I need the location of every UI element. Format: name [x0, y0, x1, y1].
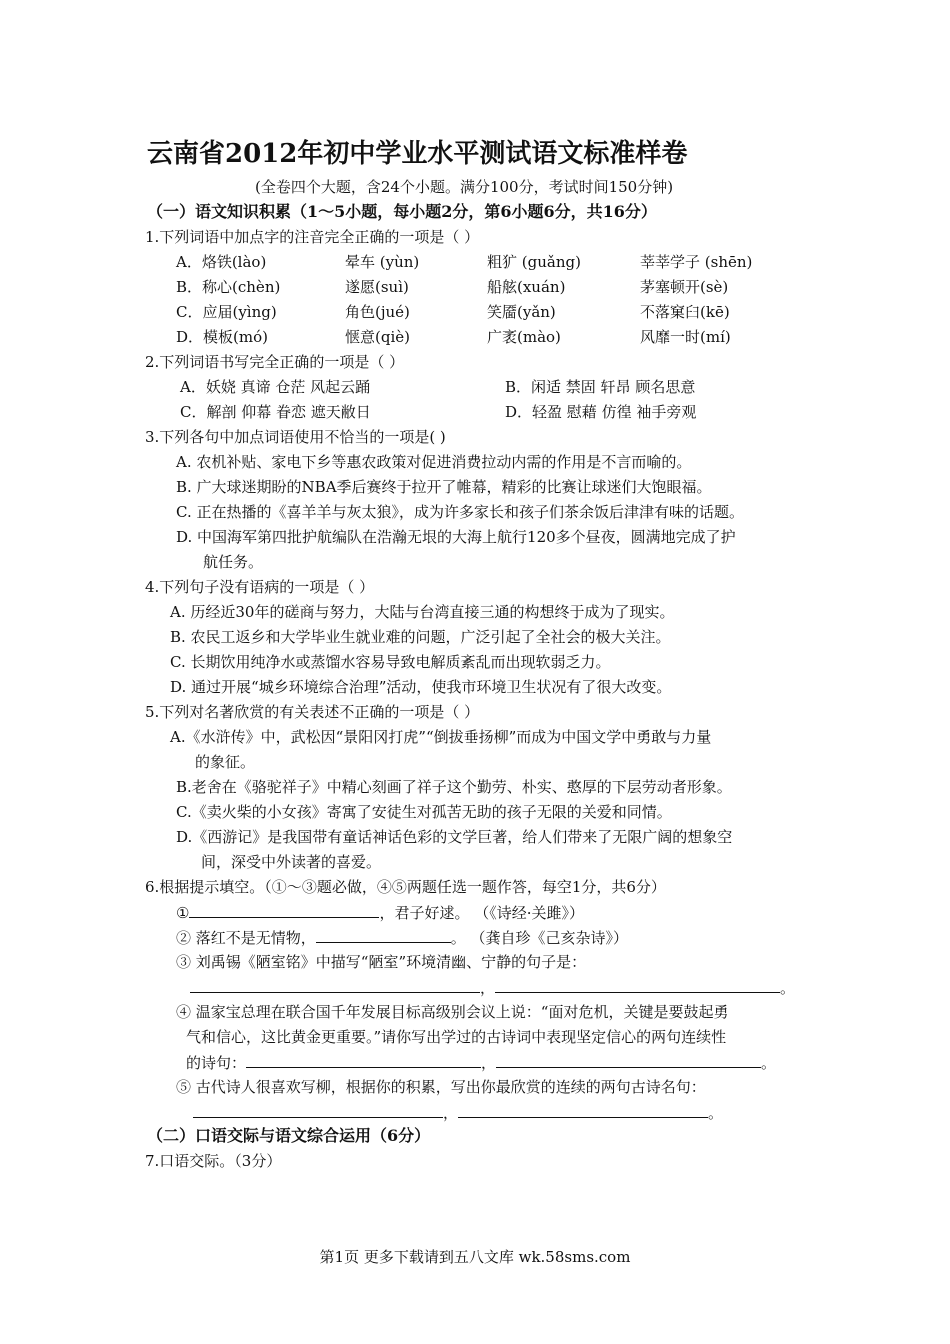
- q3-option-d: D. 中国海军第四批护航编队在浩瀚无垠的大海上航行120多个昼夜，圆满地完成了护: [176, 528, 736, 546]
- q4-option-d: D. 通过开展“城乡环境综合治理”活动，使我市环境卫生状况有了很大改变。: [170, 678, 672, 696]
- q4-option-b: B. 农民工返乡和大学毕业生就业难的问题，广泛引起了全社会的极大关注。: [170, 628, 671, 646]
- q1-b-1: B．称心(chèn): [176, 278, 281, 296]
- exam-note: (全卷四个大题，含24个小题。满分100分，考试时间150分钟): [255, 178, 674, 196]
- q6-item-3: ③ 刘禹锡《陋室铭》中描写“陋室”环境清幽、宁静的句子是：: [176, 953, 587, 971]
- q4-stem: 4.下列句子没有语病的一项是（ ）: [145, 578, 375, 596]
- comma: ，: [481, 1054, 497, 1072]
- q6-item-1-text: ，君子好逑。 （《诗经·关雎》）: [379, 904, 584, 922]
- answer-blank[interactable]: [189, 902, 379, 918]
- q1-c-2: 角色(jué): [345, 303, 410, 321]
- q1-b-4: 茅塞顿开(sè): [640, 278, 729, 296]
- comma: ，: [480, 979, 496, 997]
- page-title: 云南省2012年初中学业水平测试语文标准样卷: [147, 139, 688, 169]
- q6-item-5-blanks: [193, 1102, 723, 1123]
- q1-stem: 1.下列词语中加点字的注音完全正确的一项是（ ）: [145, 228, 480, 246]
- q6-item-5: ⑤ 古代诗人很喜欢写柳，根据你的积累，写出你最欣赏的连续的两句古诗名句：: [176, 1078, 706, 1096]
- q1-a-1: A．烙铁(lào): [176, 253, 267, 271]
- q1-b-3: 船舷(xuán): [487, 278, 566, 296]
- q3-option-c: C. 正在热播的《喜羊羊与灰太狼》，成为许多家长和孩子们茶余饭后津津有味的话题。: [176, 503, 744, 521]
- period: 。: [761, 1054, 777, 1072]
- period: 。: [708, 1104, 724, 1122]
- q5-option-a: A.《水浒传》中，武松因“景阳冈打虎”“倒拔垂扬柳”而成为中国文学中勇敢与力量: [170, 728, 712, 746]
- q6-item-4-label: 的诗句：: [186, 1054, 247, 1072]
- section-2-heading: （二）口语交际与语文综合运用（6分）: [147, 1126, 431, 1145]
- q5-option-b: B.老舍在《骆驼祥子》中精心刻画了祥子这个勤劳、朴实、憨厚的下层劳动者形象。: [176, 778, 732, 796]
- q1-d-3: 广袤(mào): [487, 328, 561, 346]
- answer-blank[interactable]: [496, 1052, 761, 1068]
- q6-item-1-marker: ①: [176, 904, 190, 922]
- q6-item-4-line1: ④ 温家宝总理在联合国千年发展目标高级别会议上说：“面对危机，关键是要鼓起勇: [176, 1003, 729, 1021]
- q1-a-3: 粗犷 (guǎng): [487, 253, 581, 271]
- q4-option-c: C. 长期饮用纯净水或蒸馏水容易导致电解质紊乱而出现软弱乏力。: [170, 653, 611, 671]
- answer-blank[interactable]: [316, 927, 451, 943]
- q1-c-4: 不落窠臼(kē): [640, 303, 730, 321]
- q6-item-4-line3: [186, 1052, 776, 1073]
- q2-option-c: C．解剖 仰幕 眷恋 遮天敝日: [180, 403, 371, 421]
- q3-option-a: A. 农机补贴、家电下乡等惠农政策对促进消费拉动内需的作用是不言而喻的。: [176, 453, 692, 471]
- answer-blank[interactable]: [495, 977, 780, 993]
- period: 。: [780, 979, 796, 997]
- q6-stem: 6.根据提示填空。（①～③题必做，④⑤两题任选一题作答，每空1分，共6分）: [145, 878, 666, 896]
- answer-blank[interactable]: [190, 977, 480, 993]
- q3-option-b: B. 广大球迷期盼的NBA季后赛终于拉开了帷幕，精彩的比赛让球迷们大饱眼福。: [176, 478, 712, 496]
- answer-blank[interactable]: [458, 1102, 708, 1118]
- q6-item-2-source: 。 （龚自珍《己亥杂诗》）: [450, 929, 629, 947]
- q1-d-1: D．模板(mó): [176, 328, 268, 346]
- q5-option-c: C.《卖火柴的小女孩》寄寓了安徒生对孤苦无助的孩子无限的关爱和同情。: [176, 803, 672, 821]
- q6-item-2-text: ② 落红不是无情物，: [176, 929, 316, 947]
- q2-option-a: A．妖娆 真谛 仓茫 风起云踊: [180, 378, 371, 396]
- comma: ，: [443, 1104, 459, 1122]
- q7-stem: 7.口语交际。（3分）: [145, 1152, 282, 1170]
- q5-option-a-cont: 的象征。: [195, 753, 256, 771]
- q1-b-2: 遂愿(suì): [345, 278, 409, 296]
- answer-blank[interactable]: [246, 1052, 481, 1068]
- q1-a-4: 莘莘学子 (shēn): [640, 253, 753, 271]
- q6-item-4-line2: 气和信心，这比黄金更重要。”请你写出学过的古诗词中表现坚定信心的两句连续性: [186, 1028, 727, 1046]
- q2-option-d: D．轻盈 慰藉 仿徨 袖手旁观: [505, 403, 697, 421]
- q1-d-2: 惬意(qiè): [345, 328, 410, 346]
- q2-option-b: B．闲适 禁固 轩昂 顾名思意: [505, 378, 696, 396]
- q5-option-d: D.《西游记》是我国带有童话神话色彩的文学巨著，给人们带来了无限广阔的想象空: [176, 828, 733, 846]
- q1-a-2: 晕车 (yùn): [345, 253, 420, 271]
- q2-stem: 2.下列词语书写完全正确的一项是（ ）: [145, 353, 405, 371]
- q6-item-3-blanks: [190, 977, 795, 998]
- section-1-heading: （一）语文知识积累（1～5小题，每小题2分，第6小题6分，共16分）: [147, 202, 657, 221]
- q1-c-3: 笑靥(yǎn): [487, 303, 556, 321]
- answer-blank[interactable]: [193, 1102, 443, 1118]
- q6-item-2: [176, 927, 628, 948]
- q5-option-d-cont: 间，深受中外读著的喜爱。: [201, 853, 382, 871]
- q3-stem: 3.下列各句中加点词语使用不恰当的一项是( ): [145, 428, 446, 446]
- q1-d-4: 风靡一时(mí): [640, 328, 731, 346]
- q4-option-a: A. 历经近30年的磋商与努力，大陆与台湾直接三通的构想终于成为了现实。: [170, 603, 675, 621]
- page-footer: 第1页 更多下载请到五八文库 wk.58sms.com: [319, 1248, 631, 1266]
- q3-option-d-cont: 航任务。: [203, 553, 264, 571]
- q6-item-1: [176, 902, 584, 923]
- q1-c-1: C．应届(yìng): [176, 303, 277, 321]
- q5-stem: 5.下列对名著欣赏的有关表述不正确的一项是（ ）: [145, 703, 480, 721]
